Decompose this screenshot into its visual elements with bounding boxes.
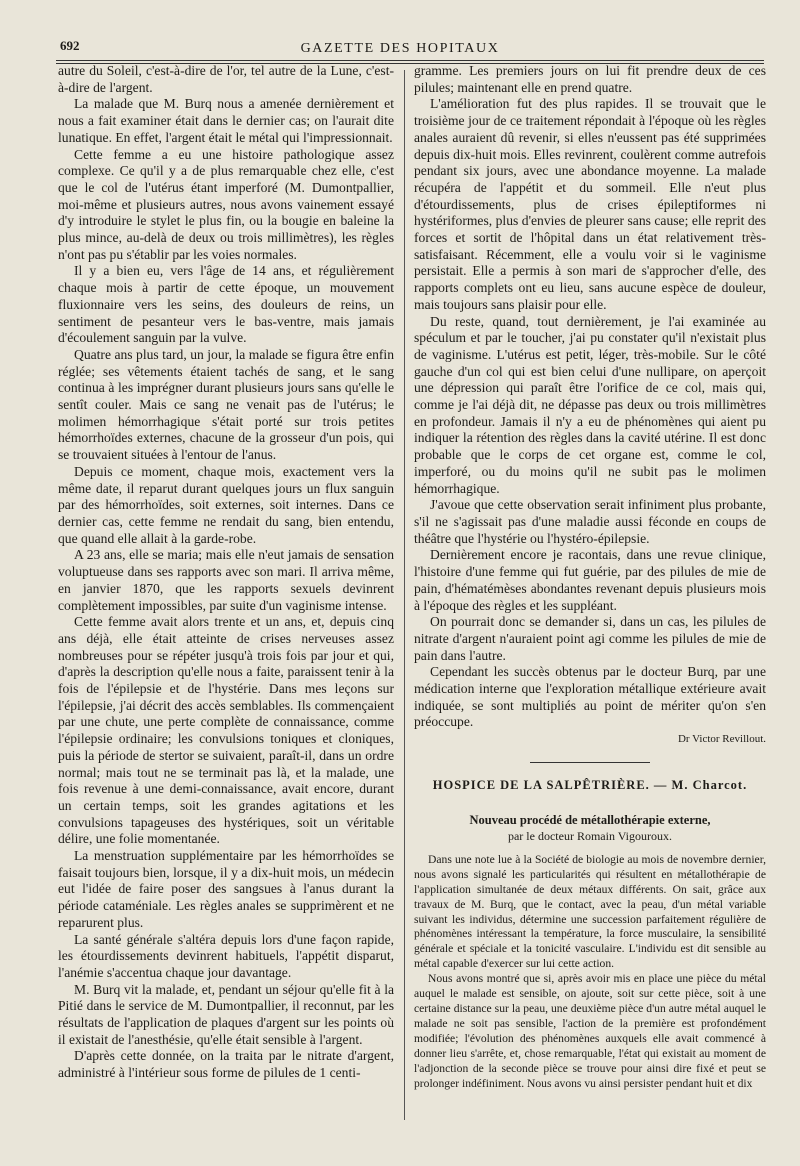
article-title: Nouveau procédé de métallothérapie externe, [469,812,711,827]
paragraph: Depuis ce moment, chaque mois, exactement vers la même date, il reparut durant quelques jours un flux sanguin par des hémorrhoïdes, soit externes, soit internes. Dans ce dernier cas, cette femme ne rendait du sang, bien entendu, que quand elle allait à la garde-robe. [58,463,394,546]
running-head: GAZETTE DES HOPITAUX [300,41,500,56]
paragraph: gramme. Les premiers jours on lui fit prendre deux de ces pilules; maintenant elle en prend quatre. [414,63,766,95]
paragraph: Dernièrement encore je racontais, dans une revue clinique, l'histoire d'une femme qui fut guérie, par des pilules de mie de pain, d'hématémèses abondantes revenant depuis plusieurs mois à l'époque des règles et les suppléant. [414,547,766,613]
paragraph: D'après cette donnée, on la traita par le nitrate d'argent, administré à l'intérieur sous forme de pilules de 1 centi- [58,1048,394,1081]
paragraph: Du reste, quand, tout dernièrement, je l'ai examinée au spéculum et par le toucher, j'ai pu constater qu'il n'existait plus de vaginisme. L'utérus est petit, léger, très-mobile. Sur le côté gauche d'un col qui est bien celui d'une nullipare, on aperçoit une dépression qui paraît être l'orifice de ce col, mais qui, comme je l'ai déjà dit, ne dépasse pas deux ou trois millimètres en profondeur. Jamais il n'y a eu de phénomènes qui aient pu indiquer la rétention des règles dans la cavité utérine. Il est donc probable que le corps de cet organe est, comme le col, imperforé, ou du moins qu'il ne subit pas le molimen hémorrhagique. [414,313,766,496]
paragraph: L'amélioration fut des plus rapides. Il se trouvait que le troisième jour de ce traitement répondait à l'époque où les règles anales auraient dû revenir, si elles n'eussent pas été supprimées depuis dix-huit mois. Elles revinrent, coulèrent comme autrefois pendant six jours, avec une abondance moyenne. La malade récupéra de l'appétit et du sommeil. Elle n'eut plus d'étourdissements, plus de crises épileptiformes ni hystériformes, plus d'envies de pleurer sans cause; elle reprit des forces et sortit de l'hôpital dans un état relativement très-satisfaisant. Récemment, elle a voulu voir si le vaginisme persistait. Elle a permis à son mari de s'approcher d'elle, des rapports complets ont eu lieu, sans aucune espèce de douleur, mais toujours sans plaisir pour elle. [414,96,766,312]
paragraph: Il y a bien eu, vers l'âge de 14 ans, et régulièrement chaque mois à partir de cette époque, un mouvement fluxionnaire vers les seins, des douleurs de reins, un sentiment de pesanteur vers le bas-ventre, mais jamais d'écoulement sanguin par la vulve. [58,263,394,346]
paragraph: autre du Soleil, c'est-à-dire de l'or, tel autre de la Lune, c'est-à-dire de l'argent. [58,63,394,95]
paragraph: On pourrait donc se demander si, dans un cas, les pilules de nitrate d'argent n'auraient point agi comme les pilules de mie de pain dans l'autre. [414,614,766,663]
paragraph: M. Burq vit la malade, et, pendant un séjour qu'elle fit à la Pitié dans le service de M. Dumontpallier, il reconnut, par les résultats de l'application de plaques d'argent sur les points où il existait de l'anesthésie, qu'elle était sensible à l'argent. [58,981,394,1047]
section-separator [530,762,650,763]
paragraph: Quatre ans plus tard, un jour, la malade se figura être enfin réglée; ses vêtements étaient tachés de sang, et le sang continua à les imprégner durant plusieurs jours sans qu'elle le sentît couler. Mais ce sang ne venait pas de l'utérus; le molimen hémorrhagique s'était porté sur trois petites hémorrhoïdes externes, chacune de la grosseur d'un pois, qui se trouvaient situées à l'entour de l'anus. [58,346,394,463]
paragraph: Cette femme a eu une histoire pathologique assez complexe. Ce qu'il y a de plus remarquable chez elle, c'est que le col de l'utérus étant imperforé (M. Dumontpallier, moi-même et plusieurs autres, nous avons vainement essayé d'y introduire le stylet le plus fin, ou la bougie en baleine la plus mince, au-delà de deux ou trois millimètres), les règles n'ont pas pu s'établir par les voies normales. [58,146,394,262]
column-divider [404,70,405,1120]
author-signature: Dr Victor Revillout. [677,733,766,746]
section-heading: HOSPICE DE LA SALPÊTRIÈRE. — M. Charcot. [432,777,748,792]
paragraph: Cette femme avait alors trente et un ans, et, depuis cinq ans déjà, elle était atteinte de crises nerveuses assez nombreuses pour se répéter jusqu'à trois fois par jour et qui, d'après la description qu'elle nous a faite, paraissent tenir à la fois de l'épilepsie et de l'hystérie. Dans mes leçons sur l'épilepsie, j'ai décrit des accès semblables. Ils commençaient par une chute, une perte complète de connaissance, comme l'épilepsie ordinaire; les convulsions toniques et cloniques, puis la période de stertor se suivaient, paraît-il, dans un ordre normal; mais tout ne se terminait pas là, et la malade, une fois revenue à une demi-connaissance, avait encore, durant un certain temps, soit les grandes agitations et les convulsions tapageuses des hystériques, soit un véritable délire, une folie momentanée. [58,614,394,847]
article-author: par le docteur Romain Vigouroux. [507,829,673,844]
paragraph: La santé générale s'altéra depuis lors d'une façon rapide, les étourdissements devinrent habituels, l'appétit disparut, l'anémie s'accentua chaque jour davantage. [58,931,394,980]
paragraph: Nous avons montré que si, après avoir mis en place une pièce du métal auquel le malade est sensible, on ajoute, soit sur cette pièce, soit à une certaine distance sur la peau, une deuxième pièce d'un autre métal auquel le malade ne soit pas sensible, l'action de la première est profondément modifiée; l'évolution des phénomènes auxquels elle avait commencé à donner lieu s'arrête, et, chose remarquable, l'état qui existait au moment de l'adjonction de la seconde pièce se trouve pour ainsi dire fixé et peut se prolonger indéfiniment. Nous avons vu ainsi persister pendant huit et dix [414,972,766,1090]
paragraph: Cependant les succès obtenus par le docteur Burq, par une médication interne que l'exploration métallique extérieure avait indiquée, se sont multipliés au point de mériter qu'on s'en préoccupe. [414,664,766,730]
paragraph: A 23 ans, elle se maria; mais elle n'eut jamais de sensation voluptueuse dans ses rapports avec son mari. Il arriva même, en janvier 1870, que les rapports sexuels devinrent complètement impossibles, par suite d'un vaginisme intense. [58,547,394,613]
left-column [58,63,394,1082]
page-number: 692 [60,38,80,53]
paragraph: La menstruation supplémentaire par les hémorrhoïdes se faisait toujours bien, lorsque, il y a dix-huit mois, un médecin eut l'idée de faire poser des sangsues à l'anus durant la période cataméniale. Les règles anales se supprimèrent et ne reparurent plus. [58,848,394,930]
paragraph: J'avoue que cette observation serait infiniment plus probante, s'il ne s'agissait pas d'une maladie aussi féconde en coups de théâtre que l'hystérie ou l'hystéro-épilepsie. [414,497,766,546]
paragraph: La malade que M. Burq nous a amenée dernièrement et nous a fait examiner était dans le dernier cas; on l'aurait dite lunatique. En effet, l'argent était le métal qui l'impressionnait. [58,96,394,145]
article-body [414,853,766,1092]
header-rule [56,60,764,61]
paragraph: Dans une note lue à la Société de biologie au mois de novembre dernier, nous avons signalé les particularités qui résultent en métallothérapie de l'application simultanée de deux métaux différents. On sait, grâce aux travaux de M. Burq, que le contact, avec la peau, d'un métal variable suivant les individus, détermine une succession parfaitement régulière de phénomènes intéressant la température, la force musculaire, la sensibilité générale et spéciale et la tonicité vasculaire. L'individu est dit sensible au métal capable d'exercer sur lui cette action. [414,852,766,971]
right-column [414,63,766,1091]
